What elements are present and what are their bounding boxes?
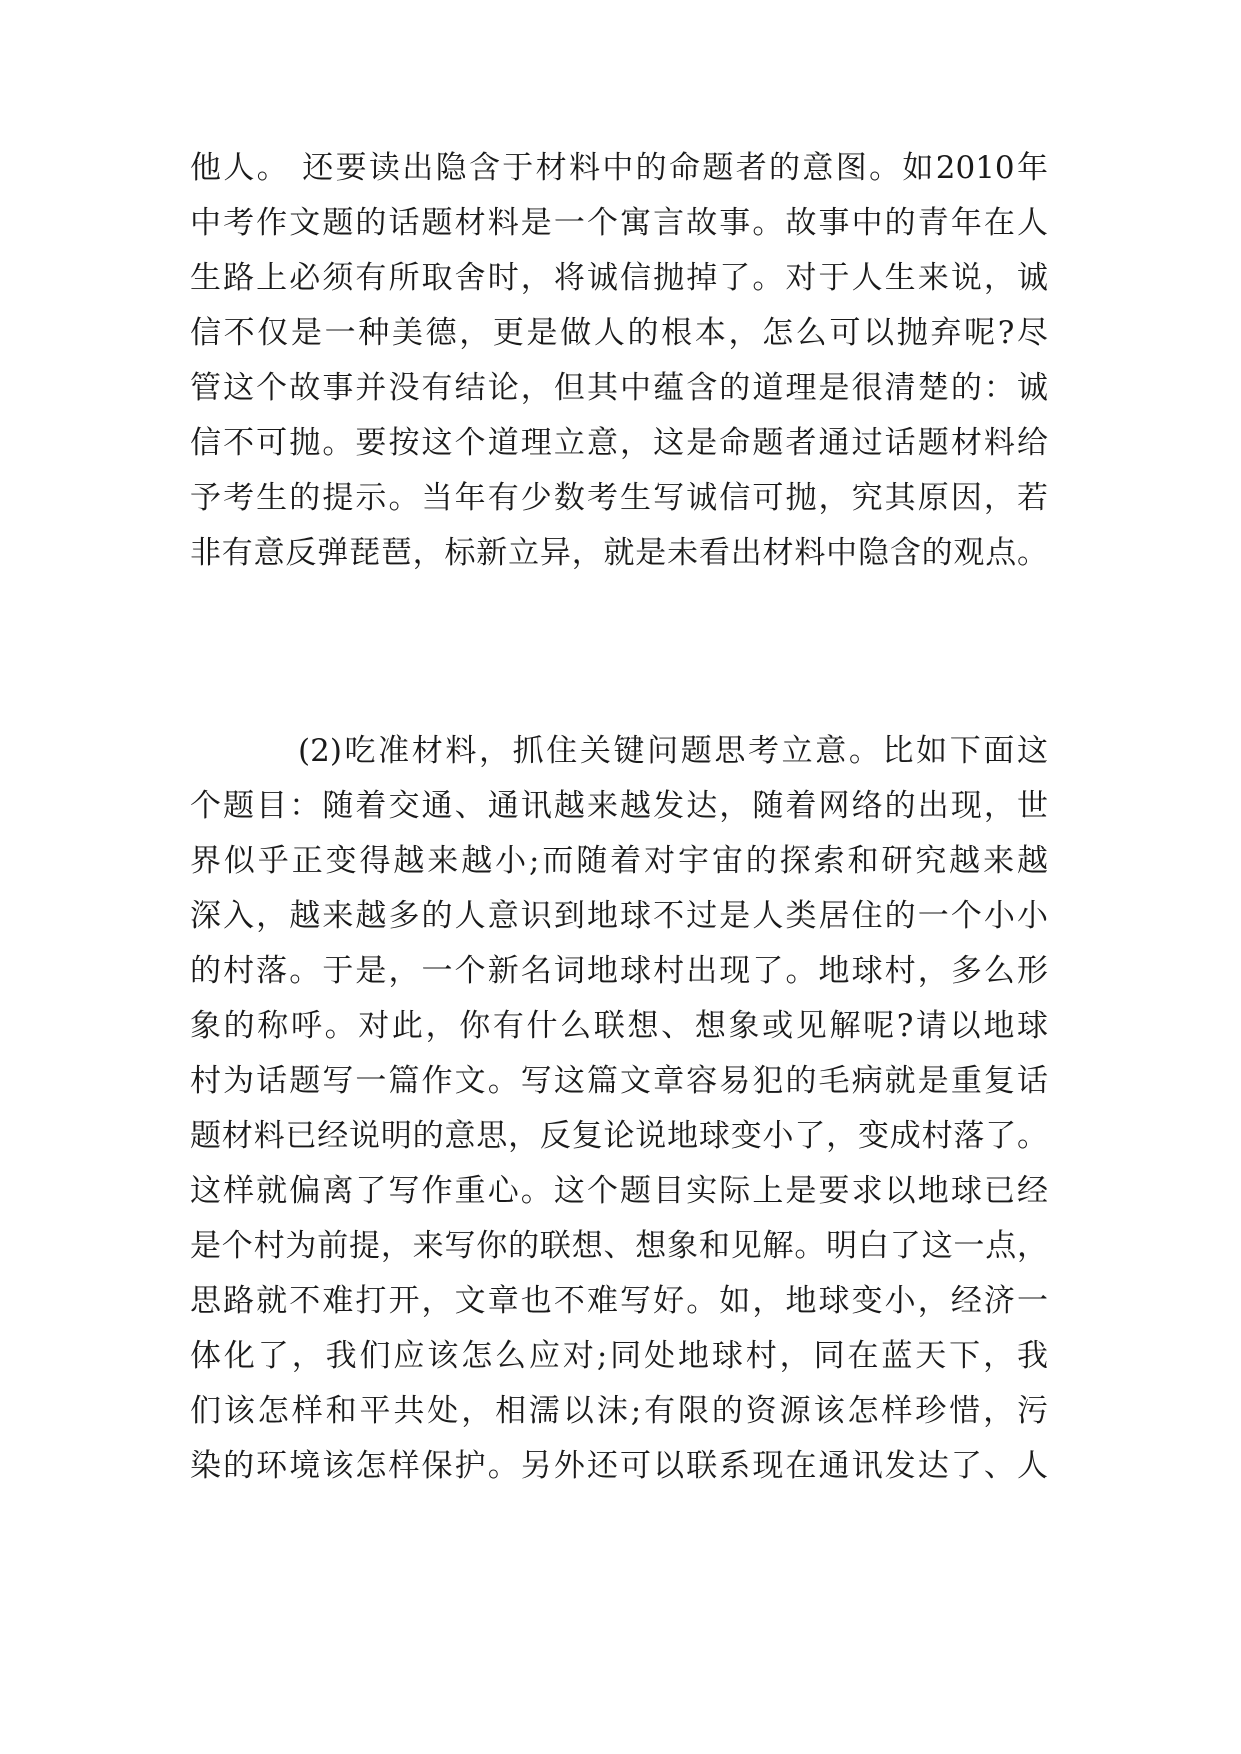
paragraph-2-line: 象的称呼。对此，你有什么联想、想象或见解呢?请以地球 [190, 1008, 1048, 1044]
paragraph-2-line: 村为话题写一篇作文。写这篇文章容易犯的毛病就是重复话 [190, 1063, 1048, 1099]
paragraph-2-line: 体化了，我们应该怎么应对;同处地球村，同在蓝天下，我 [190, 1338, 1048, 1374]
paragraph-1-line: 信不可抛。要按这个道理立意，这是命题者通过话题材料给 [190, 425, 1048, 461]
paragraph-2-line: (2)吃准材料，抓住关键问题思考立意。比如下面这 [298, 733, 1048, 769]
paragraph-2-line: 是个村为前提，来写你的联想、想象和见解。明白了这一点， [190, 1228, 1048, 1264]
paragraph-1-line: 中考作文题的话题材料是一个寓言故事。故事中的青年在人 [190, 205, 1048, 241]
paragraph-2-line: 界似乎正变得越来越小;而随着对宇宙的探索和研究越来越 [190, 843, 1048, 879]
paragraph-1-line: 非有意反弹琵琶，标新立异，就是未看出材料中隐含的观点。 [190, 535, 1048, 571]
paragraph-2-line: 个题目：随着交通、通讯越来越发达，随着网络的出现，世 [190, 788, 1048, 824]
paragraph-2-line: 染的环境该怎样保护。另外还可以联系现在通讯发达了、人 [190, 1448, 1048, 1484]
paragraph-2-line: 深入，越来越多的人意识到地球不过是人类居住的一个小小 [190, 898, 1048, 934]
paragraph-2-line: 们该怎样和平共处，相濡以沫;有限的资源该怎样珍惜，污 [190, 1393, 1048, 1429]
paragraph-1-line: 生路上必须有所取舍时，将诚信抛掉了。对于人生来说，诚 [190, 260, 1048, 296]
paragraph-1-line: 管这个故事并没有结论，但其中蕴含的道理是很清楚的：诚 [190, 370, 1048, 406]
paragraph-1-line: 他人。 还要读出隐含于材料中的命题者的意图。如2010年 [190, 150, 1048, 186]
paragraph-2-line: 题材料已经说明的意思，反复论说地球变小了，变成村落了。 [190, 1118, 1048, 1154]
paragraph-1-line: 信不仅是一种美德，更是做人的根本，怎么可以抛弃呢?尽 [190, 315, 1048, 351]
paragraph-2-line: 这样就偏离了写作重心。这个题目实际上是要求以地球已经 [190, 1173, 1048, 1209]
paragraph-2-line: 的村落。于是，一个新名词地球村出现了。地球村，多么形 [190, 953, 1048, 989]
paragraph-2-line: 思路就不难打开，文章也不难写好。如，地球变小，经济一 [190, 1283, 1048, 1319]
paragraph-1-line: 予考生的提示。当年有少数考生写诚信可抛，究其原因，若 [190, 480, 1048, 516]
